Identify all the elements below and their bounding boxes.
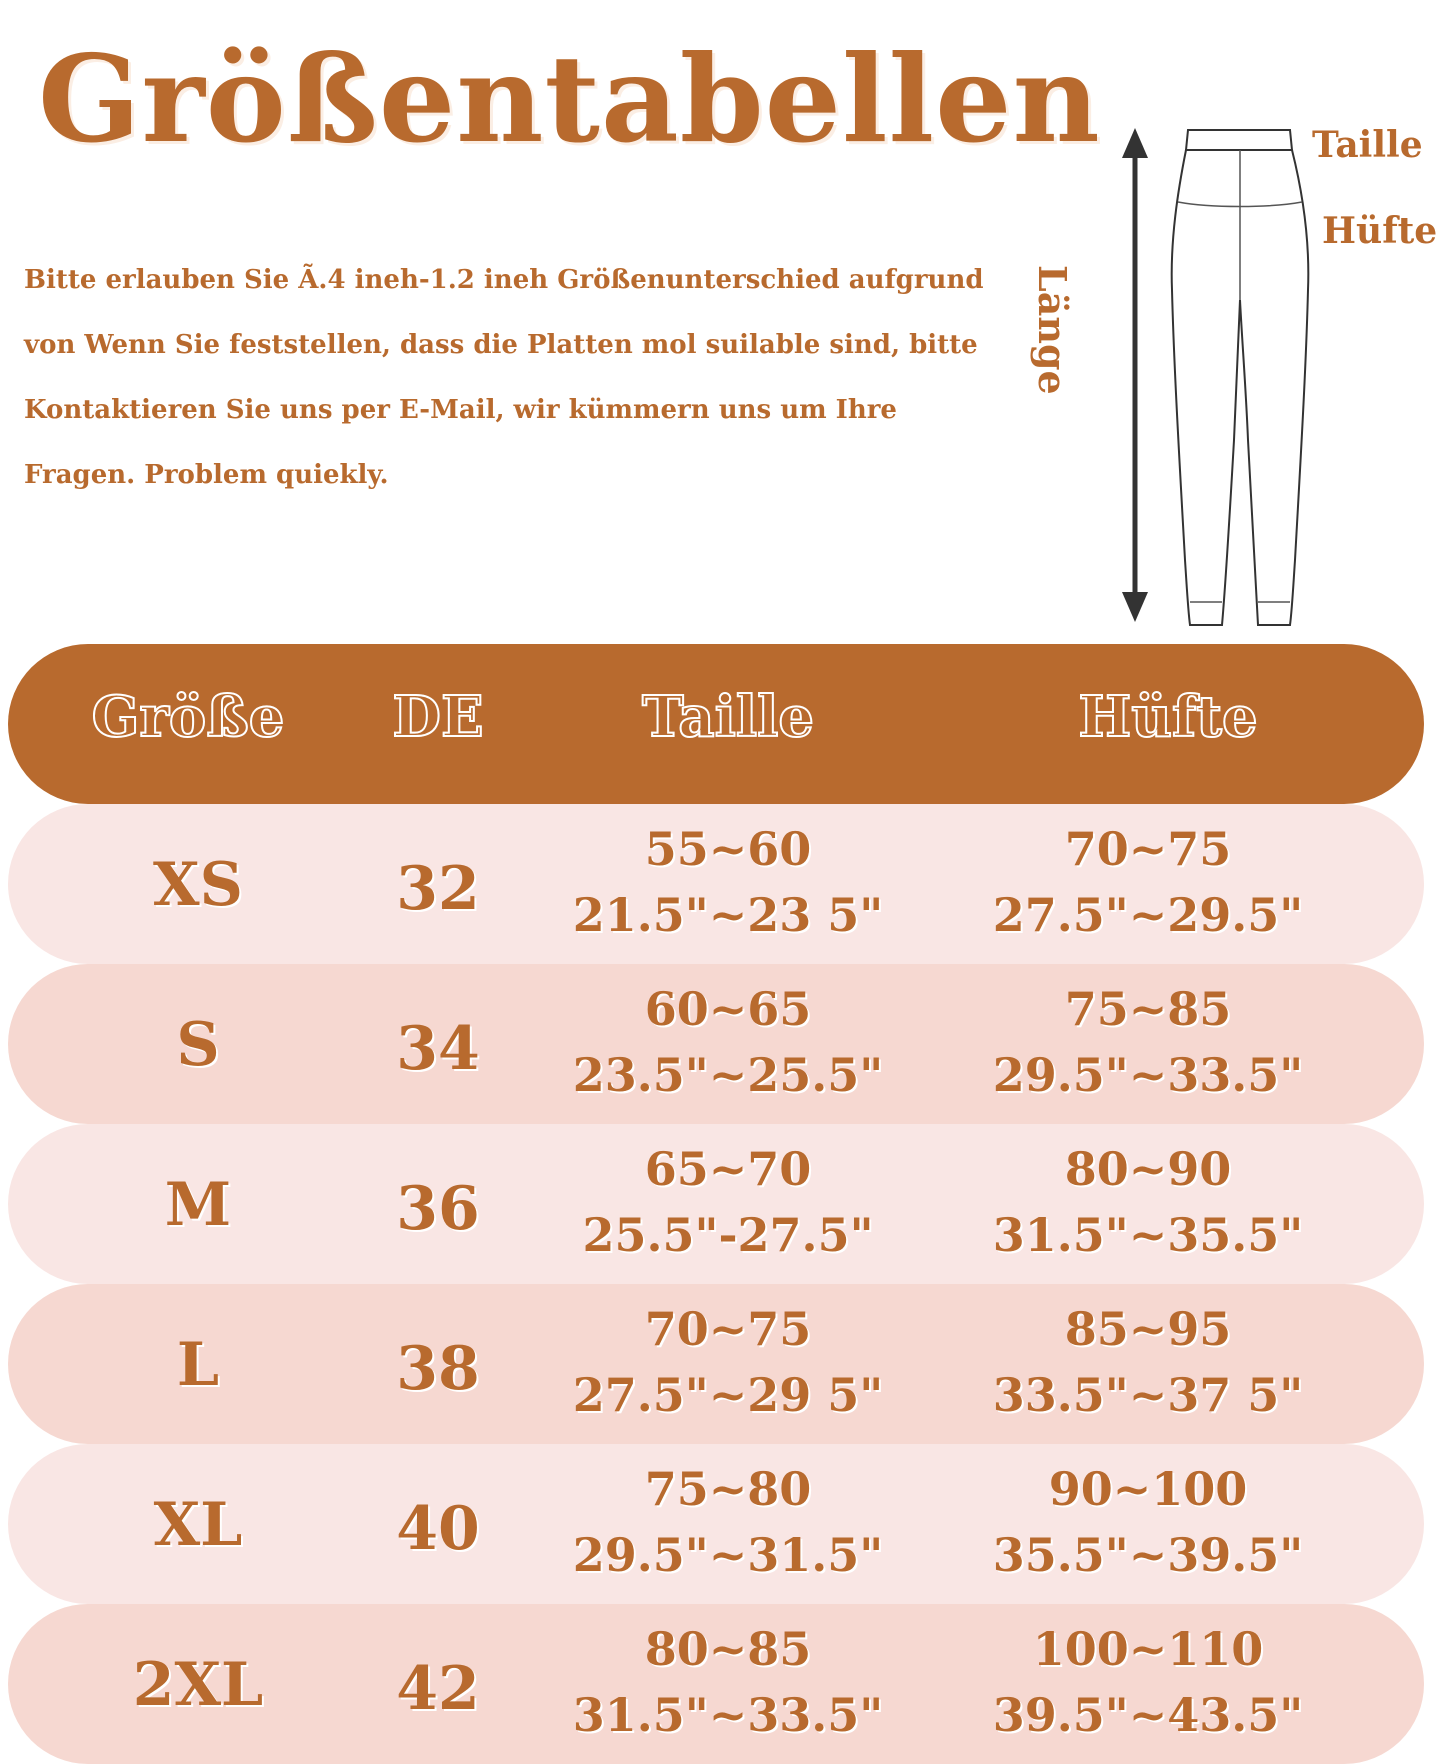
taille-in: 25.5"-27.5" bbox=[582, 1208, 874, 1262]
table-row bbox=[8, 1604, 1424, 1764]
header-taille: Taille bbox=[641, 684, 815, 750]
leggings-illustration bbox=[1040, 110, 1440, 650]
cell-huefte bbox=[948, 816, 1348, 948]
cell-de: 34 bbox=[396, 1014, 480, 1084]
taille-cm: 65~70 bbox=[644, 1142, 812, 1196]
huefte-cm: 100~110 bbox=[1032, 1622, 1264, 1676]
huefte-cm: 80~90 bbox=[1064, 1142, 1232, 1196]
cell-de: 38 bbox=[396, 1334, 480, 1404]
cell-huefte bbox=[948, 976, 1348, 1108]
diagram-label-laenge: Länge bbox=[1030, 265, 1075, 395]
header-groesse: Größe bbox=[91, 684, 285, 750]
cell-huefte bbox=[948, 1456, 1348, 1588]
diagram-label-taille: Taille bbox=[1312, 124, 1423, 166]
cell-de: 40 bbox=[396, 1494, 480, 1564]
leggings-diagram bbox=[1040, 110, 1440, 650]
intro-line: Bitte erlauben Sie Ã.4 ineh-1.2 ineh Größenunterschied aufgrund bbox=[24, 265, 984, 295]
huefte-cm: 85~95 bbox=[1064, 1302, 1232, 1356]
taille-in: 23.5"~25.5" bbox=[572, 1048, 884, 1102]
arrow-up-icon bbox=[1122, 128, 1148, 158]
cell-huefte bbox=[948, 1136, 1348, 1268]
cell-taille bbox=[528, 1616, 928, 1748]
cell-taille bbox=[528, 1456, 928, 1588]
cell-huefte bbox=[948, 1616, 1348, 1748]
cell-taille bbox=[528, 816, 928, 948]
cell-size: L bbox=[176, 1330, 220, 1400]
huefte-in: 29.5"~33.5" bbox=[992, 1048, 1304, 1102]
huefte-in: 33.5"~37 5" bbox=[992, 1368, 1304, 1422]
cell-taille bbox=[528, 1136, 928, 1268]
huefte-in: 31.5"~35.5" bbox=[992, 1208, 1304, 1262]
intro-line: Fragen. Problem quiekly. bbox=[24, 460, 389, 490]
taille-cm: 80~85 bbox=[644, 1622, 812, 1676]
header-de: DE bbox=[392, 684, 484, 750]
table-row bbox=[8, 1124, 1424, 1284]
taille-in: 27.5"~29 5" bbox=[572, 1368, 884, 1422]
intro-line: Kontaktieren Sie uns per E-Mail, wir kümmern uns um Ihre bbox=[24, 395, 897, 425]
waistband bbox=[1186, 130, 1292, 150]
cell-taille bbox=[528, 976, 928, 1108]
intro-line: von Wenn Sie feststellen, dass die Platten mol suilable sind, bitte bbox=[24, 330, 978, 360]
taille-cm: 75~80 bbox=[644, 1462, 812, 1516]
cell-taille bbox=[528, 1296, 928, 1428]
table-row bbox=[8, 964, 1424, 1124]
cell-de: 32 bbox=[396, 854, 480, 924]
taille-in: 29.5"~31.5" bbox=[572, 1528, 884, 1582]
diagram-label-huefte: Hüfte bbox=[1322, 210, 1438, 252]
taille-cm: 70~75 bbox=[644, 1302, 812, 1356]
huefte-in: 39.5"~43.5" bbox=[992, 1688, 1304, 1742]
table-row bbox=[8, 1444, 1424, 1604]
huefte-cm: 75~85 bbox=[1064, 982, 1232, 1036]
huefte-in: 35.5"~39.5" bbox=[992, 1528, 1304, 1582]
taille-cm: 60~65 bbox=[644, 982, 812, 1036]
header-huefte: Hüfte bbox=[1078, 684, 1258, 750]
intro-text bbox=[24, 248, 1044, 508]
cell-size: XS bbox=[153, 850, 243, 920]
table-header bbox=[8, 644, 1424, 804]
taille-in: 21.5"~23 5" bbox=[572, 888, 884, 942]
table-row bbox=[8, 804, 1424, 964]
cell-size: M bbox=[164, 1170, 232, 1240]
cell-size: 2XL bbox=[132, 1650, 264, 1720]
table-row bbox=[8, 1284, 1424, 1444]
huefte-in: 27.5"~29.5" bbox=[992, 888, 1304, 942]
cell-huefte bbox=[948, 1296, 1348, 1428]
huefte-cm: 70~75 bbox=[1064, 822, 1232, 876]
arrow-down-icon bbox=[1122, 592, 1148, 622]
taille-cm: 55~60 bbox=[644, 822, 812, 876]
cell-de: 36 bbox=[396, 1174, 480, 1244]
cell-size: XL bbox=[153, 1490, 243, 1560]
page-title: Größentabellen bbox=[38, 29, 1101, 170]
taille-in: 31.5"~33.5" bbox=[572, 1688, 884, 1742]
huefte-cm: 90~100 bbox=[1048, 1462, 1248, 1516]
cell-de: 42 bbox=[396, 1654, 480, 1724]
cell-size: S bbox=[176, 1010, 220, 1080]
